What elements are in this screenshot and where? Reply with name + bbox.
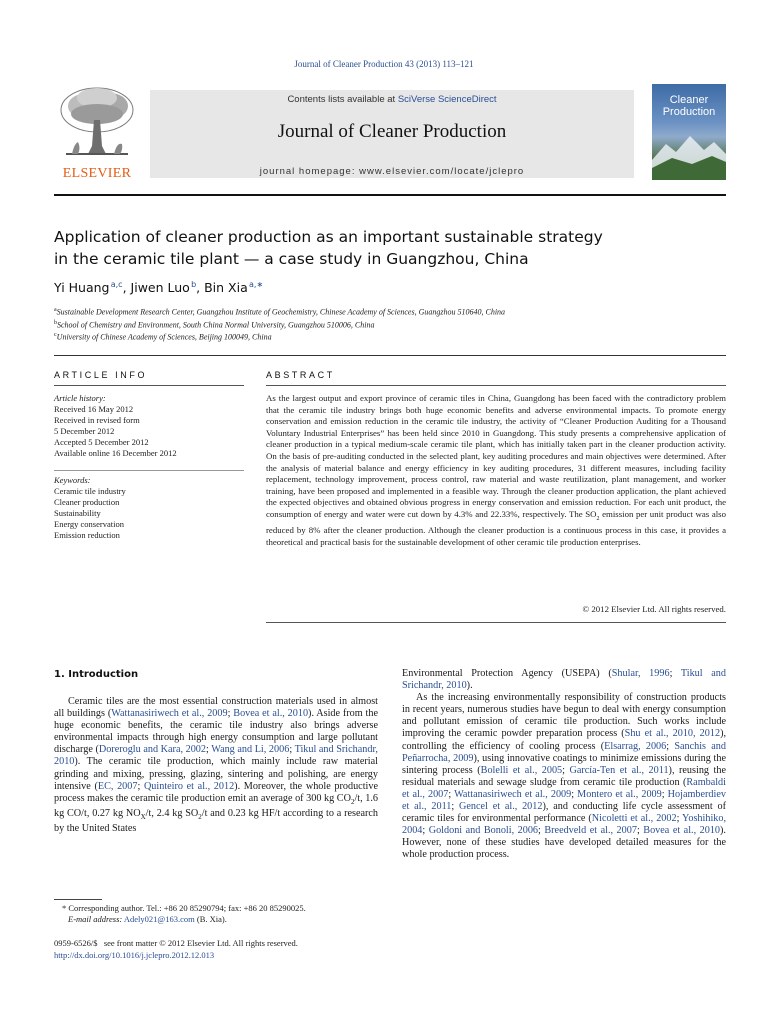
affiliation	[54, 330, 505, 343]
article-info-rule	[54, 385, 244, 386]
email-label: E-mail address:	[68, 914, 123, 924]
citation-link[interactable]: Tikul and Srichandr, 2010	[402, 668, 726, 692]
keywords-heading: Keywords:	[54, 475, 91, 485]
citation-link[interactable]: Shular, 1996	[611, 668, 670, 679]
mountain-icon	[652, 130, 726, 180]
sciencedirect-link[interactable]: SciVerse ScienceDirect	[397, 94, 497, 105]
affiliation	[54, 305, 505, 318]
email-link[interactable]: Adely021@163.com	[123, 914, 195, 924]
abstract-label: ABSTRACT	[266, 370, 335, 380]
citation-link[interactable]: Hojamberdiev et al., 2011	[402, 788, 726, 813]
history-item: Accepted 5 December 2012	[54, 437, 149, 447]
abstract-rule	[266, 385, 726, 386]
citation-link[interactable]: Breedveld et al., 2007	[544, 825, 637, 837]
citation-link[interactable]: Montero et al., 2009	[577, 788, 662, 800]
header-divider	[54, 194, 726, 196]
title-line2: in the ceramic tile plant — a case study in Guangzhou, China	[54, 250, 529, 268]
body-column-right	[402, 668, 726, 862]
cover-title	[652, 94, 726, 118]
citation-link[interactable]: Tikul and Srichandr, 2010	[54, 744, 378, 768]
citation-link[interactable]: Sanchis and Peñarrocha, 2009	[402, 740, 726, 764]
title-line1: Application of cleaner production as an important sustainable strategy	[54, 228, 603, 246]
journal-title: Journal of Cleaner Production	[277, 121, 507, 142]
history-divider	[54, 470, 244, 471]
cover-title-line1: Cleaner	[669, 94, 709, 106]
abstract-subscript: 2	[596, 515, 600, 522]
keyword[interactable]: Sustainability	[54, 508, 101, 518]
cover-title-line2: Production	[662, 106, 716, 118]
citation-link[interactable]: Bolelli et al., 2005	[480, 764, 563, 776]
affiliation-mark: c	[54, 332, 57, 339]
copyright: © 2012 Elsevier Ltd. All rights reserved.	[582, 604, 726, 614]
paragraph: Environmental Protection Agency (USEPA) (Shular, 1996; Tikul and Srichandr, 2010).	[402, 668, 726, 692]
contents-prefix: Contents lists available at	[287, 94, 398, 105]
abstract-bottom-rule	[266, 622, 726, 623]
corresponding-author: * Corresponding author. Tel.: +86 20 85290794; fax: +86 20 85290025.	[62, 903, 306, 913]
citation-link[interactable]: Doreroglu and Kara, 2002	[98, 744, 206, 756]
author-affiliation-mark[interactable]: a,∗	[249, 280, 264, 289]
author-affiliation-mark[interactable]: a,c	[110, 280, 123, 289]
affiliation-text: University of Chinese Academy of Sciences, Beijing 100049, China	[56, 332, 272, 342]
abstract-part: emission per unit product was also reduced by 8% after the cleaner production. Although the cleaner production is a continuous process in this case, it provides a theoretical and practical basis for the sustainable development of other ceramic tile production enterprises.	[266, 508, 726, 547]
citation-link[interactable]: Elsarrag, 2006	[604, 740, 667, 752]
keyword[interactable]: Cleaner production	[54, 497, 120, 507]
journal-header	[54, 84, 726, 182]
abstract-text	[266, 393, 726, 548]
author-name[interactable]: Bin Xia	[204, 280, 248, 296]
journal-cover	[652, 84, 726, 180]
article-history	[54, 393, 244, 459]
keyword[interactable]: Emission reduction	[54, 530, 120, 540]
journal-banner	[150, 90, 634, 178]
keyword[interactable]: Energy conservation	[54, 519, 124, 529]
journal-reference[interactable]: Journal of Cleaner Production 43 (2013) 113–121	[294, 59, 474, 69]
tree-icon	[54, 84, 140, 162]
affiliations	[54, 305, 505, 343]
journal-homepage[interactable]: journal homepage: www.elsevier.com/locate/jclepro	[259, 166, 525, 177]
footnote	[54, 903, 306, 925]
email-line	[54, 914, 306, 925]
citation-link[interactable]: Wattanasiriwech et al., 2009	[111, 708, 228, 720]
abstract-part: As the largest output and export province of ceramic tiles in China, Guangdong has been faced with the contradictory problem that the ceramic tile industry brings both huge economic benefits and adverse environmental impacts. To promote energy conservation and emission reduction in the ceramic tile industry, the activity of “Cleaner Production Auditing for a Thousand Voluntary Industrial Enterprises” has been held since 2010 in Guangdong. This study presents a comprehensive application of cleaner production in a typical medium-scale ceramic tile plant, which has initially taken part in the cleaner production activity. On the basis of pre-auditing conducted in the selected plant, key auditing procedures and main objectives were determined. After the analysis of material balance and energy efficiency in key auditing procedures, 31 different measures, including facility replacement, technology improvement, process control, raw material and waste reutilization, plant management, and worker training, have been proposed and implemented in a feasible way. Through the cleaner production application, the plant achieved the expected objectives and obtained obvious progress in energy conservation and emission reduction. For each unit product, the consumption of energy and water were cut down by 4.3% and 22.33%, respectively. The SO	[266, 393, 726, 519]
citation-link[interactable]: Nicoletti et al., 2002	[591, 813, 677, 825]
affiliation-mark: a	[54, 307, 57, 313]
publication-meta	[54, 937, 298, 961]
keywords	[54, 475, 244, 541]
author-affiliation-mark[interactable]: b	[191, 280, 197, 289]
keyword[interactable]: Ceramic tile industry	[54, 486, 126, 496]
citation-link[interactable]: Shu et al., 2010, 2012	[624, 728, 721, 740]
citation-link[interactable]: Wang and Li, 2006	[211, 744, 290, 756]
contents-line	[150, 94, 634, 105]
citation-link[interactable]: Bovea et al., 2010	[643, 825, 721, 837]
body-column-left: Ceramic tiles are the most essential construction materials used in almost all buildings (Wattanasiriwech et al., 2009; Bovea et al., 2010). Aside from the huge economic benefits, the ceramic tile industry also brings adverse environmental impacts through high energy consumption and large pollutant discharge (Doreroglu and Kara, 2002; Wang and Li, 2006; Tikul and Srichandr, 2010). The ceramic tile production, which mainly include raw material grinding and mixing, pressing, glazing, sintering and polishing, are energy intensive (EC, 2007; Quinteiro et al., 2012). Moreover, the whole productive process makes the ceramic tile production emit an average of 300 kg $CO_2/t$, 1.6 kg CO/t, 0.27 kg $NO_X/t$, 2.4 kg $SO_2/t$ and 0.23 kg HF/t according to a research by the United States	[54, 696, 379, 834]
citation-link[interactable]: Goldoni and Bonoli, 2006	[428, 825, 539, 837]
history-heading: Article history:	[54, 393, 106, 403]
citation-link[interactable]: Gencel et al., 2012	[459, 801, 543, 813]
affiliation-divider	[54, 355, 726, 356]
issn-line: 0959-6526/$ see front matter © 2012 Elsevier Ltd. All rights reserved.	[54, 938, 298, 948]
paragraph: As the increasing environmentally responsibility of construction products in recent years, numerous studies have begun to deal with energy consumption and pollutant emission of ceramic tile production. Such works include improving the ceramic powder preparation process (Shu et al., 2010, 2012), controlling the efficiency of cooling process (Elsarrag, 2006; Sanchis and Peñarrocha, 2009), using innovative coatings to minimize emissions during the sintering process (Bolelli et al., 2005; García-Ten et al., 2011), reusing the residual materials and sewage sludge from ceramic tile production (Rambaldi et al., 2007; Wattanasiriwech et al., 2009; Montero et al., 2009; Hojamberdiev et al., 2011; Gencel et al., 2012), and conducting life cycle assessment of ceramic tiles for environmental performance (Nicoletti et al., 2002; Yoshihiko, 2004; Goldoni and Bonoli, 2006; Breedveld et al., 2007; Bovea et al., 2010). However, none of these studies have developed detailed measures for the whole production process.	[402, 692, 727, 861]
section-heading: 1. Introduction	[54, 669, 139, 680]
email-suffix: (B. Xia).	[194, 914, 227, 924]
history-item: Received in revised form	[54, 415, 140, 425]
affiliation-text: Sustainable Development Research Center, Guangzhou Institute of Geochemistry, Chinese Academy of Sciences, Guangzhou 510640, China	[56, 307, 506, 317]
citation-link[interactable]: Rambaldi et al., 2007	[402, 776, 726, 800]
article-title	[54, 226, 694, 270]
author-name[interactable]: Yi Huang	[54, 280, 110, 296]
author-name[interactable]: Jiwen Luo	[130, 280, 190, 296]
affiliation-mark: b	[54, 319, 57, 326]
publisher-name: ELSEVIER	[62, 166, 132, 181]
citation-link[interactable]: Quinteiro et al., 2012	[143, 780, 235, 792]
doi-link[interactable]: http://dx.doi.org/10.1016/j.jclepro.2012.12.013	[54, 950, 215, 960]
citation-link[interactable]: Bovea et al., 2010	[233, 708, 309, 720]
footnote-rule	[54, 899, 102, 900]
citation-link[interactable]: Wattanasiriwech et al., 2009	[454, 788, 572, 800]
history-item: Received 16 May 2012	[54, 404, 134, 414]
citation-link[interactable]: García-Ten et al., 2011	[569, 764, 669, 776]
author-list: Yi Huang $^{a,c}$, Jiwen Luo $^b$, Bin Xia $^{a,∗}$	[54, 280, 264, 296]
citation-link[interactable]: EC, 2007	[97, 780, 138, 792]
affiliation	[54, 318, 505, 331]
affiliation-text: School of Chemistry and Environment, South China Normal University, Guangzhou 510006, China	[57, 320, 375, 330]
elsevier-logo	[54, 84, 140, 182]
history-item: 5 December 2012	[54, 426, 115, 436]
history-item: Available online 16 December 2012	[54, 448, 177, 458]
citation-link[interactable]: Yoshihiko, 2004	[402, 813, 727, 837]
article-info-label: ARTICLE INFO	[54, 370, 148, 380]
